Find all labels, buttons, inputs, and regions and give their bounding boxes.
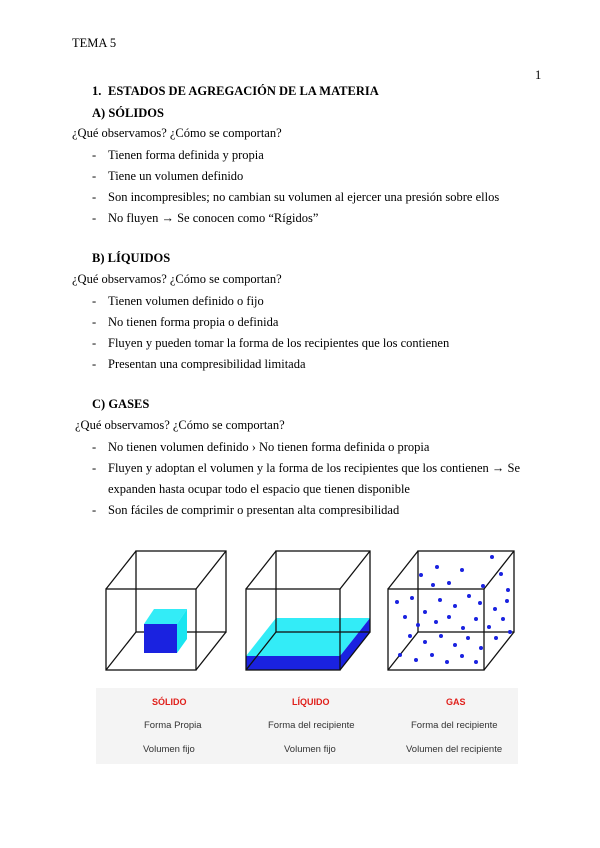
list-item: Fluyen y adoptan el volumen y la forma de los recipientes que los contienen → Se <box>108 461 521 475</box>
list-item: Tienen volumen definido o fijo <box>108 294 264 308</box>
solids-question: ¿Qué observamos? ¿Cómo se comportan? <box>72 126 282 140</box>
gases-question: ¿Qué observamos? ¿Cómo se comportan? <box>75 418 285 432</box>
gas-particles <box>395 555 512 664</box>
gas-label: GAS <box>446 697 466 707</box>
list-item: Son incompresibles; no cambian su volumen al ejercer una presión sobre ellos <box>108 190 500 204</box>
list-item: Tienen forma definida y propia <box>108 148 264 162</box>
solid-line2: Volumen fijo <box>143 744 195 755</box>
section-title: ESTADOS DE AGREGACIÓN DE LA MATERIA <box>108 84 379 98</box>
liquid-label: LÍQUIDO <box>292 697 330 707</box>
liquid-line2: Volumen fijo <box>284 744 336 755</box>
liquids-heading: B) LÍQUIDOS <box>92 251 171 265</box>
list-item: Presentan una compresibilidad limitada <box>108 357 306 371</box>
list-item: No tienen volumen definido › No tienen forma definida o propia <box>108 440 430 454</box>
header-title: TEMA 5 <box>72 36 117 50</box>
list-item: No fluyen → Se conocen como “Rígidos” <box>108 211 319 225</box>
list-item: Fluyen y pueden tomar la forma de los recipientes que los contienen <box>108 336 450 350</box>
liquid-line1: Forma del recipiente <box>268 720 355 731</box>
solids-heading: A) SÓLIDOS <box>92 106 164 120</box>
list-item: Tiene un volumen definido <box>108 169 244 183</box>
list-item: No tienen forma propia o definida <box>108 315 279 329</box>
liquid-liquid <box>246 618 370 670</box>
gas-line2: Volumen del recipiente <box>406 744 503 755</box>
solid-block <box>144 609 187 653</box>
liquids-question: ¿Qué observamos? ¿Cómo se comportan? <box>72 272 282 286</box>
solid-label: SÓLIDO <box>152 697 187 707</box>
gases-heading: C) GASES <box>92 397 150 411</box>
page-number: 1 <box>535 68 542 82</box>
gas-line1: Forma del recipiente <box>411 720 498 731</box>
solid-line1: Forma Propia <box>144 720 202 731</box>
list-item: Son fáciles de comprimir o presentan alta compresibilidad <box>108 503 400 517</box>
section-number: 1. <box>92 84 102 98</box>
list-item-continuation: expanden hasta ocupar todo el espacio que tienen disponible <box>108 482 410 496</box>
